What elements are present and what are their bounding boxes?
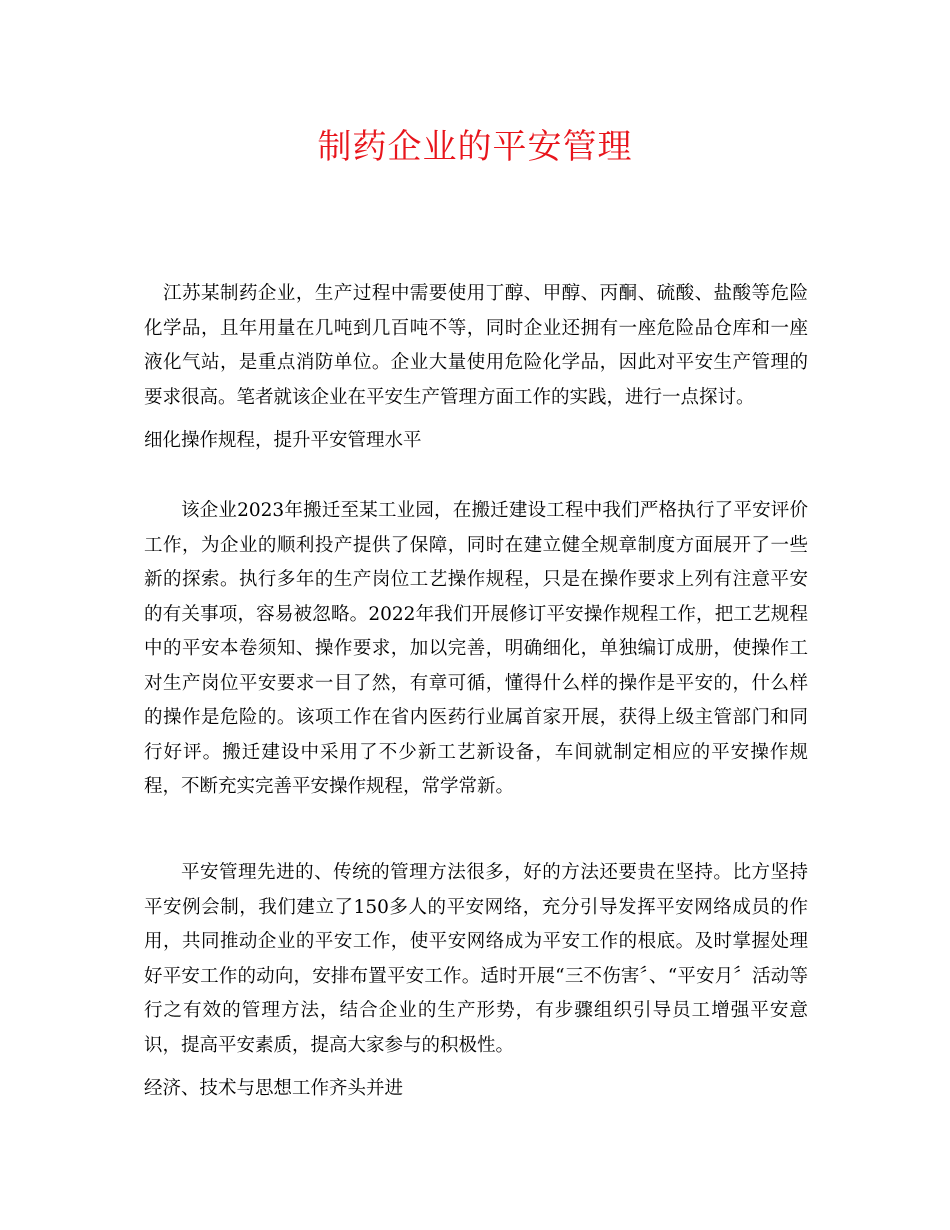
- section-heading-economy-technology: 经济、技术与思想工作齐头并进: [144, 1078, 404, 1099]
- paragraph-procedures: 该企业2023年搬迁至某工业园，在搬迁建设工程中我们严格执行了平安评价工作，为企业的顺利投产提供了保障，同时在建立健全规章制度方面展开了一些新的探索。执行多年的生产岗位工艺操作规程，只是在操作要求上列有注意平安的有关事项，容易被忽略。2022年我们开展修订平安操作规程工作，把工艺规程中的平安本卷须知、操作要求，加以完善，明确细化，单独编订成册，使操作工对生产岗位平安要求一目了然，有章可循，懂得什么样的操作是平安的，什么样的操作是危险的。该项工作在省内医药行业属首家开展，获得上级主管部门和同行好评。搬迁建设中采用了不少新工艺新设备，车间就制定相应的平安操作规程，不断充实完善平安操作规程，常学常新。: [144, 500, 808, 797]
- intro-paragraph: 江苏某制药企业，生产过程中需要使用丁醇、甲醇、丙酮、硫酸、盐酸等危险化学品，且年用量在几吨到几百吨不等，同时企业还拥有一座危险品仓库和一座液化气站，是重点消防单位。企业大量使用危险化学品，因此对平安生产管理的要求很高。笔者就该企业在平安生产管理方面工作的实践，进行一点探讨。: [144, 283, 808, 408]
- document-title: 制药企业的平安管理: [317, 127, 633, 167]
- paragraph-management-methods: 平安管理先进的、传统的管理方法很多，好的方法还要贵在坚持。比方坚持平安例会制，我们建立了150多人的平安网络，充分引导发挥平安网络成员的作用，共同推动企业的平安工作，使平安网络成为平安工作的根底。及时掌握处理好平安工作的动向，安排布置平安工作。适时开展“三不伤害〞、“平安月〞活动等行之有效的管理方法，结合企业的生产形势，有步骤组织引导员工增强平安意识，提高平安素质，提高大家参与的积极性。: [144, 862, 808, 1056]
- section-heading-operating-procedures: 细化操作规程，提升平安管理水平: [144, 430, 422, 451]
